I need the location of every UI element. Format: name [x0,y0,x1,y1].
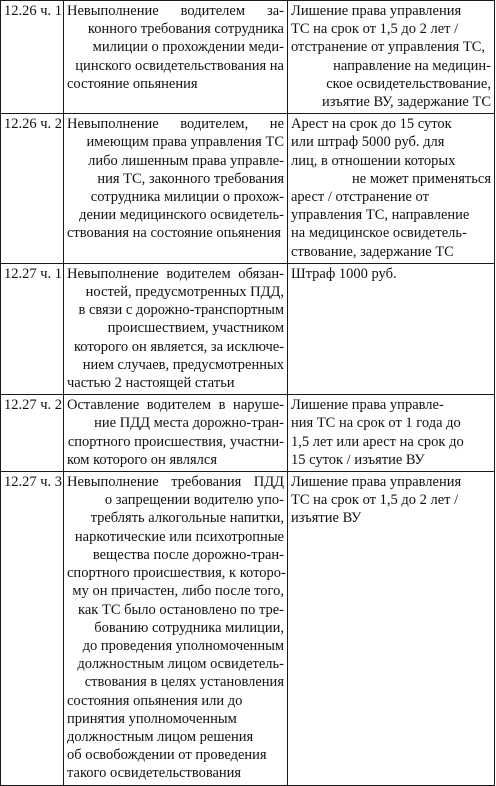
violation-description [64,114,288,264]
description-line: такого освидетельствования [67,765,242,782]
violation-description [64,472,288,785]
penalty-line: Штраф 1000 руб. [291,265,397,282]
description-line: ние ПДД места дорожно-тран- [94,415,284,432]
description-line: нием случаев, предусмотренных [82,356,284,373]
penalty-line: ствование, задержание ТС [291,243,454,260]
penalty-line: направление на медицин- [333,57,491,74]
description-line: состояния опьянения или до [67,692,243,709]
description-line: до проведения уполномоченным [82,637,284,654]
description-line: как ТС было остановлено по тре- [78,601,284,618]
description-line: наркотические или психотропные [74,528,284,545]
table-row [1,1,495,114]
penalty-description [288,263,495,394]
penalty-line: отстранение от управления ТС, [291,39,485,56]
penalty-line: 1,5 лет или арест на срок до [291,433,464,450]
violation-description [64,1,288,114]
description-line: в связи с дорожно-транспортным [78,302,284,319]
penalty-line: ское освидетельствование, [326,75,491,92]
article-number: 12.26 ч. 2 [1,114,64,264]
description-line: дении медицинского освидетель- [79,207,284,224]
article-number: 12.26 ч. 1 [1,1,64,114]
penalty-description [288,472,495,785]
description-line: Невыполнение водителем за- [67,3,284,19]
penalty-line: Лишение права управле- [291,397,444,414]
article-number: 12.27 ч. 3 [1,472,64,785]
description-line: должностным лицом освидетель- [77,656,284,673]
penalty-description [288,1,495,114]
violation-description [64,263,288,394]
penalty-line: не может применяться [352,170,491,187]
table-row [1,263,495,394]
description-line: о запрещении водителю упо- [104,492,284,509]
description-line: ком которого он являлся [67,451,218,468]
description-line: Невыполнение водителем, не [67,116,284,133]
penalty-line: ТС на срок от 1,5 до 2 лет / [291,21,459,38]
description-line: которого он является, за исключе- [74,338,284,355]
penalty-line: ния ТС на срок от 1 года до [291,415,461,432]
description-line: бованию сотрудника милиции, [94,619,284,636]
penalty-line: или штраф 5000 руб. для [291,134,445,151]
description-line: ствования на состояние опьянения [67,225,282,242]
description-line: ния ТС, законного требования [97,170,284,187]
table-row [1,395,495,472]
description-line: частью 2 настоящей статьи [67,375,235,392]
table-row [1,114,495,264]
penalty-line: Лишение права управления [291,3,462,19]
penalty-description [288,114,495,264]
penalty-line: арест / отстранение от [291,189,429,206]
description-line: сотрудника милиции о прохож- [90,189,284,206]
description-line: ностей, предусмотренных ПДД, [85,284,284,301]
penalty-line: Лишение права управления [291,474,462,491]
description-line: имеющим права управления ТС [86,134,284,151]
penalty-line: изъятие ВУ, задержание ТС [321,94,491,111]
penalty-line: лиц, в отношении которых [291,152,456,169]
description-line: вещества после дорожно-тран- [92,546,284,563]
description-line: спортного происшествия, к которо- [67,565,286,582]
description-line: треблять алкогольные напитки, [90,510,284,527]
penalty-line: ТС на срок от 1,5 до 2 лет / [291,492,459,509]
description-line: Невыполнение требования ПДД [67,474,284,491]
description-line: милиции о прохождении меди- [92,39,284,56]
penalty-description [288,395,495,472]
description-line: Невыполнение водителем обязан- [67,265,284,282]
article-number: 12.27 ч. 2 [1,395,64,472]
violation-description [64,395,288,472]
description-line: происшествием, участником [107,320,284,337]
description-line: цинского освидетельствования на [75,57,284,74]
description-line: принятия уполномоченным [67,710,237,727]
description-line: либо лишенным права управле- [88,152,284,169]
penalty-line: 15 суток / изъятие ВУ [291,451,425,468]
description-line: об освобождении от проведения [67,747,267,764]
penalty-line: на медицинское освидетель- [291,225,467,242]
description-line: ствования в целях установления [84,674,284,691]
description-line: должностным лицом решения [67,728,254,745]
table-row [1,472,495,785]
penalty-line: Арест на срок до 15 суток [291,116,452,133]
article-number: 12.27 ч. 1 [1,263,64,394]
description-line: конного требования сотрудника [87,21,284,38]
description-line: состояние опьянения [67,75,198,92]
description-line: Оставление водителем в наруше- [67,397,284,414]
penalty-line: управления ТС, направление [291,207,470,224]
penalty-line: изъятие ВУ [291,510,362,527]
description-line: му он причастен, либо после того, [72,583,284,600]
description-line: спортного происшествия, участни- [67,433,284,450]
